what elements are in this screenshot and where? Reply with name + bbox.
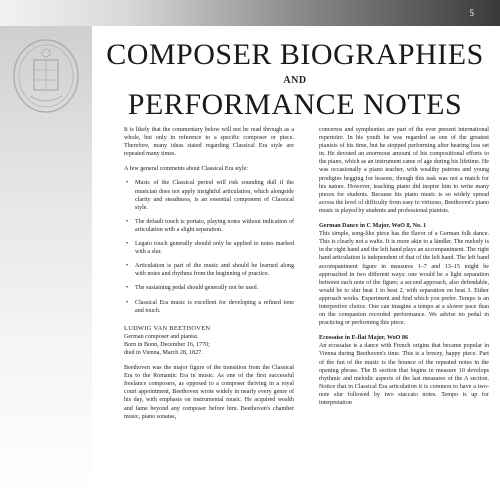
piece-heading: German Dance in C Major, WoO 8, No. 1 <box>319 223 427 230</box>
list-item: • Music of the Classical period will risk sounding dull if the musician does not apply insightful articulation, which alongside clarity and steadiness, is an essential component of Classical style. <box>124 179 294 211</box>
list-item: • The sustaining pedal should generally not be used. <box>124 284 294 292</box>
crest-seal-icon <box>10 36 82 116</box>
top-bar <box>0 0 500 26</box>
piece-heading: Ecossaise in E-flat Major, WoO 86 <box>319 335 409 342</box>
style-bullet-list <box>124 179 294 314</box>
piece-notes: This simple, song-like piece has the flavor of a German folk dance. This is clearly not a waltz. It is more akin to a ländler. The melody is in the right hand and the left hand plays an accompaniment. The right hand articulation is independent of that of the left hand. The left hand accompaniment figure in measures 1–7 and 13–15 might be approached in two different ways: one would be a light separation between each note of the figure; a second approach, also defendable, would be to slur beat 1 to beat 2, with separation on beat 3. Either approach works. Experiment and find which you prefer. Tempo is an interpretive choice. One can imagine a tempo at a slower pace than on the companion recorded performance. We advise no pedal in practicing or performing this piece. <box>319 231 489 327</box>
right-column <box>319 126 489 407</box>
intro-paragraph: It is likely that the commentary below will not be read through as a whole, but only in reference to a specific composer or piece. Therefore, many ideas stated regarding Classical Era style are repeated many times. <box>124 127 294 158</box>
biography-paragraph: Beethoven was the major figure of the transition from the Classical Era to the Romantic Era in music. As one of the first successful freelance composers, as opposed to a composer thriving in a royal court appointment, Beethoven wrote widely in nearly every genre of his day, with emphasis on instrumental music. He acquired wealth and fame beyond any composer before him. Beethoven's chamber music, piano sonatas, <box>124 365 294 420</box>
title-line-1: COMPOSER BIOGRAPHIES <box>106 38 484 71</box>
list-item: • Classical Era music is excellent for developing a refined tone and touch. <box>124 299 294 315</box>
biography-continuation: concertos and symphonies are part of the ever present international repertoire. In his youth he was regarded as one of the greatest pianists of his time, but he stopped performing after hearing loss set in. He devoted an enormous amount of his compositional efforts to the piano, which as an instrument came of age during his lifetime. He was occasionally a piano teacher, with wealthy patrons and young prodigies begging for lessons, though this task was not a match for his nature. However, teaching piano did inspire him to write many pieces for students. Because his piano music is so widely spread across the level of difficulty from easy to virtuoso, Beethoven's piano music is played by students and professional pianists. <box>319 127 489 214</box>
list-item: • Legato touch generally should only be applied to notes marked with a slur. <box>124 240 294 256</box>
list-item: • Articulation is part of the music and should be learned along with notes and rhythms from the beginning of practice. <box>124 262 294 278</box>
composer-info <box>124 333 294 357</box>
composer-info-line: Born in Bonn, December 16, 1770; <box>124 341 210 348</box>
list-item: • The default touch is portato, playing notes without indication of articulation with a slight separation. <box>124 218 294 234</box>
page-number: 5 <box>469 8 474 18</box>
title-and: AND <box>283 75 307 86</box>
composer-info-line: German composer and pianist. <box>124 333 199 340</box>
composer-heading: LUDWIG VAN BEETHOVEN <box>124 324 211 332</box>
composer-info-line: died in Vienna, March 28, 1827. <box>124 349 203 356</box>
left-column <box>124 126 294 421</box>
general-comments-intro: A few general comments about Classical Era style: <box>124 166 249 173</box>
page-title <box>95 40 495 120</box>
piece-notes: An ecossaise is a dance with French origins that became popular in Vienna during Beethoven's time. This is a breezy, happy piece. Part of the fun of the music is the bounce of the repeated notes in the opening phrase. The B section that begins in measure 10 develops rhythmic and melodic aspects of the last measures of the A section. Notice that in Classical Era articulation it is common to have a two-note slur followed by two staccato notes. Tempo is up for interpretation <box>319 343 489 406</box>
title-line-2: PERFORMANCE NOTES <box>127 88 463 121</box>
sidebar-band <box>0 26 92 500</box>
